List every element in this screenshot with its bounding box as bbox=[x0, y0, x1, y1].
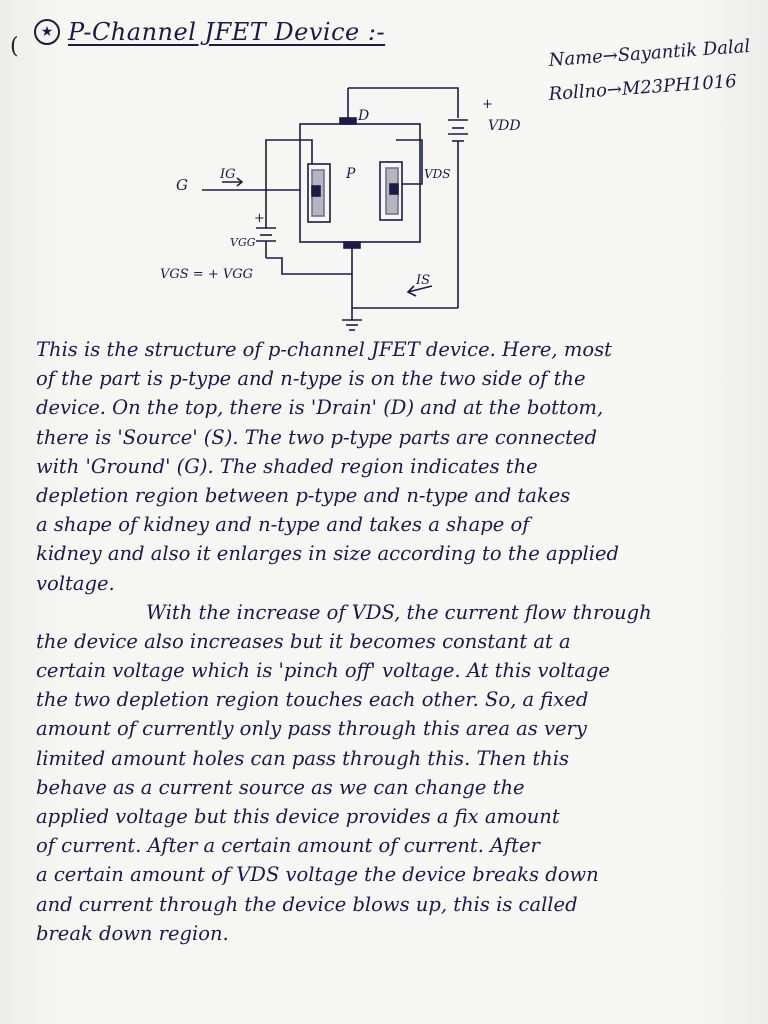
vdd-label: VDD bbox=[488, 118, 521, 134]
text-line: This is the structure of p-channel JFET device. Here, most bbox=[36, 338, 612, 361]
text-line: break down region. bbox=[36, 921, 229, 945]
text-line: limited amount holes can pass through this. Then this bbox=[36, 746, 569, 770]
vgs-equation-label: VGS = + VGG bbox=[160, 267, 254, 282]
text-line: With the increase of VDS, the current flow through bbox=[146, 600, 652, 624]
text-line: behave as a current source as we can change the bbox=[36, 775, 525, 799]
text-line: certain voltage which is 'pinch off' voltage. At this voltage bbox=[36, 659, 610, 683]
text-line: with 'Ground' (G). The shaded region indicates the bbox=[36, 454, 538, 478]
text-line: there is 'Source' (S). The two p-type parts are connected bbox=[36, 425, 597, 449]
star-bullet-icon: ★ bbox=[34, 19, 60, 45]
source-contact bbox=[344, 242, 360, 248]
text-line: applied voltage but this device provides a fix amount bbox=[36, 805, 560, 828]
text-line: device. On the top, there is 'Drain' (D) and at the bottom, bbox=[36, 396, 604, 420]
text-line: depletion region between p-type and n-type and takes bbox=[36, 483, 571, 507]
author-name: Name→Sayantik Dalal bbox=[548, 35, 751, 71]
gate-label: G bbox=[176, 176, 188, 194]
text-line: of current. After a certain amount of current. After bbox=[36, 834, 540, 858]
explanation-text bbox=[36, 335, 754, 948]
drain-contact bbox=[340, 118, 356, 124]
text-line: of the part is p-type and n-type is on the two side of the bbox=[36, 367, 586, 391]
text-line: a certain amount of VDS voltage the device breaks down bbox=[36, 863, 599, 887]
vds-label: VDS bbox=[424, 167, 451, 181]
roll-number: Rollno→M23PH1016 bbox=[548, 70, 738, 105]
vdd-plus-label: + bbox=[482, 97, 493, 112]
text-line: and current through the device blows up, this is called bbox=[36, 892, 578, 916]
page-title: P-Channel JFET Device :- bbox=[68, 18, 386, 46]
drain-label: D bbox=[358, 108, 370, 124]
vgg-label: VGG bbox=[230, 236, 256, 249]
margin-bracket: ( bbox=[10, 34, 19, 59]
jfet-circuit-diagram bbox=[160, 78, 540, 348]
p-region-label: P bbox=[346, 166, 356, 182]
text-line: a shape of kidney and n-type and takes a shape of bbox=[36, 513, 530, 537]
title-block bbox=[34, 18, 385, 46]
text-line: the device also increases but it becomes constant at a bbox=[36, 629, 571, 653]
text-line: kidney and also it enlarges in size according to the applied bbox=[36, 542, 620, 566]
gate-current-label: IG bbox=[220, 167, 236, 182]
vgg-plus-label: + bbox=[254, 211, 265, 226]
source-current-label: IS bbox=[416, 273, 431, 288]
text-line: the two depletion region touches each other. So, a fixed bbox=[36, 688, 589, 712]
text-line: voltage. bbox=[36, 571, 115, 595]
text-line: amount of currently only pass through this area as very bbox=[36, 717, 587, 741]
